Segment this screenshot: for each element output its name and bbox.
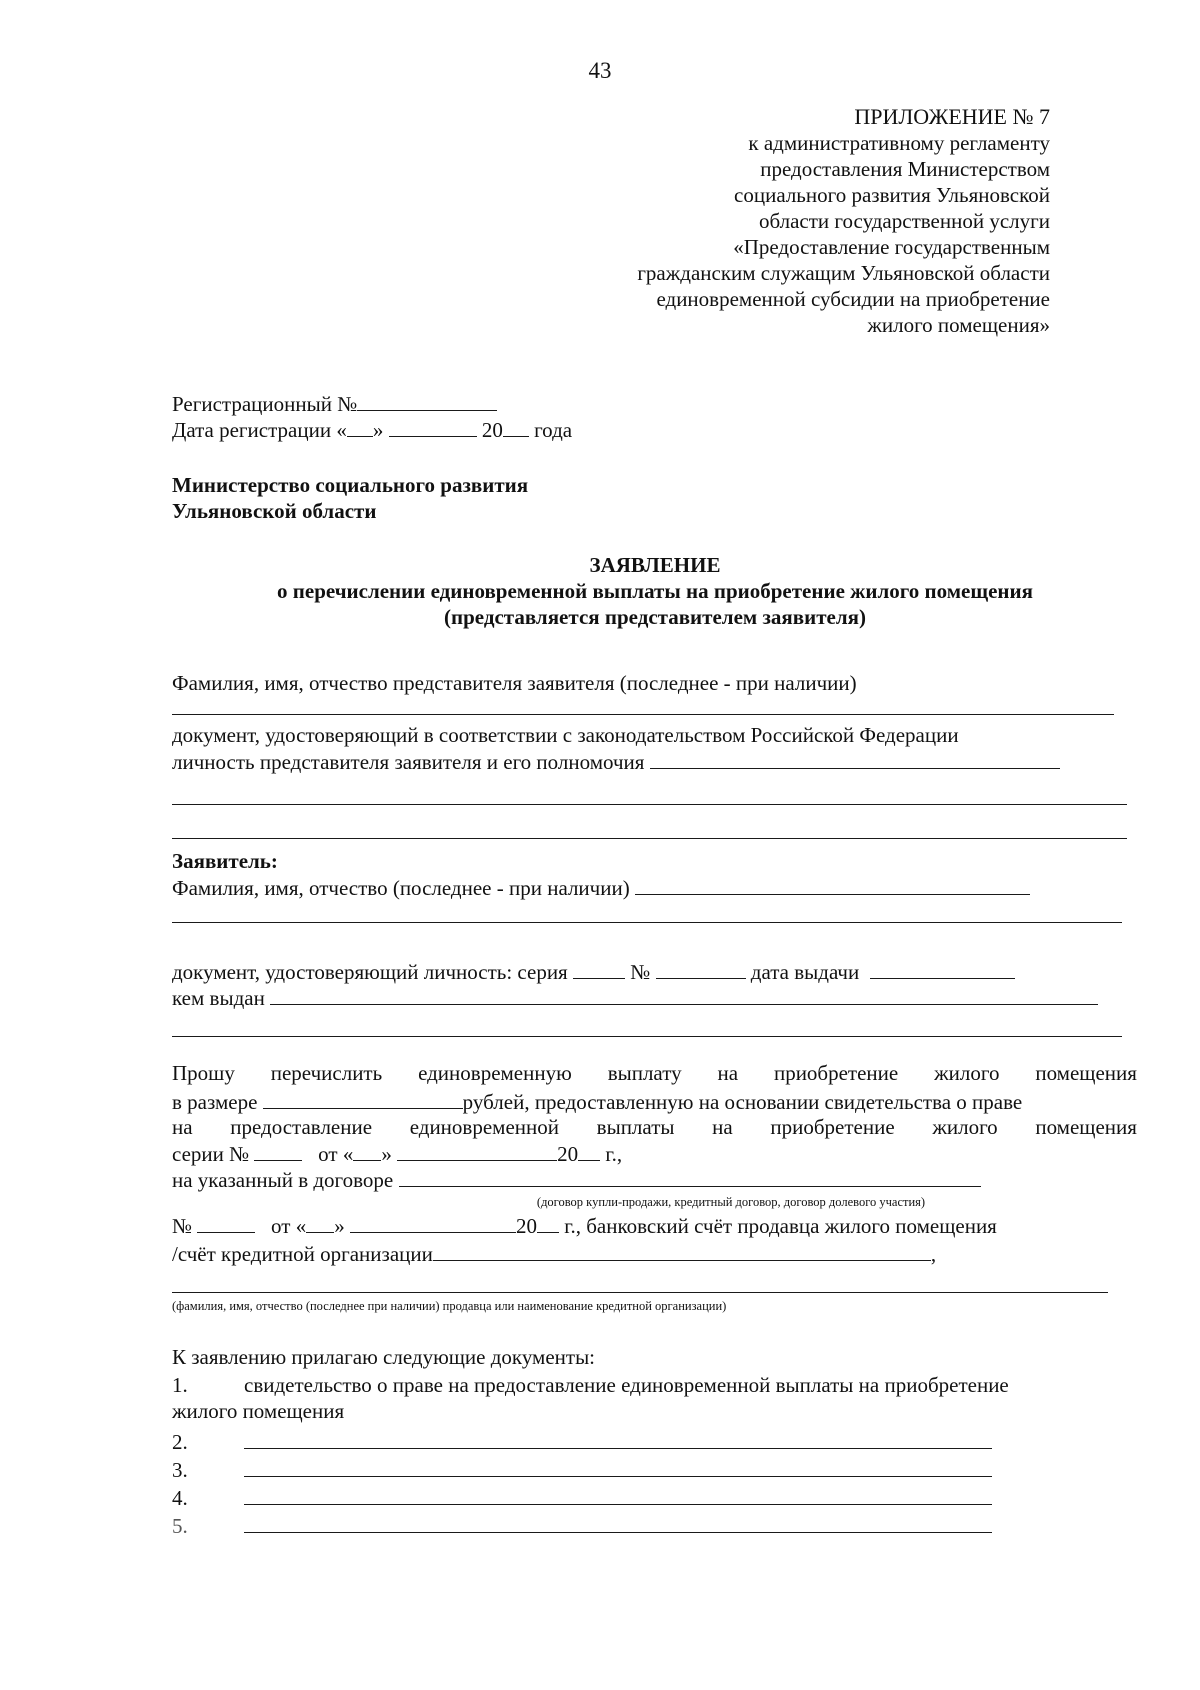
attachment-item-1-continuation: жилого помещения (172, 1399, 345, 1423)
request-line7 (172, 1240, 936, 1267)
attachment-number: 5. (172, 1514, 188, 1538)
registration-month-field[interactable] (389, 416, 477, 437)
request-amount-field[interactable] (263, 1088, 463, 1109)
applicant-fio-row (172, 874, 1030, 901)
request-seller-field[interactable] (172, 1292, 1108, 1293)
request-day-field[interactable] (353, 1140, 381, 1161)
appendix-line: «Предоставление государственным (733, 235, 1050, 259)
request-line2 (172, 1088, 1022, 1115)
request-quote-close: » (381, 1142, 392, 1166)
request-account-field[interactable] (433, 1240, 931, 1261)
representative-doc-line2: личность представителя заявителя и его полномочия (172, 750, 645, 774)
appendix-line: к административному регламенту (748, 131, 1050, 155)
request-line1 (172, 1060, 1137, 1086)
representative-doc-line1: документ, удостоверяющий в соответствии с законодательством Российской Федерации (172, 723, 959, 747)
request-line3 (172, 1114, 1137, 1140)
appendix-line: единовременной субсидии на приобретение (656, 287, 1050, 311)
request-series-field[interactable] (254, 1140, 302, 1161)
applicant-issued-by-field-continued[interactable] (172, 1036, 1122, 1037)
registration-year-field[interactable] (503, 416, 529, 437)
request-series-label: серии № (172, 1142, 250, 1166)
ministry-line1: Министерство социального развития (172, 473, 529, 497)
representative-doc-field-continued[interactable] (172, 838, 1127, 839)
applicant-issue-date-label: дата выдачи (750, 960, 860, 984)
request-line6 (172, 1212, 997, 1239)
request-year-prefix: 20 (557, 1142, 579, 1166)
applicant-doc-row (172, 958, 1015, 985)
request-contract-number-field[interactable] (197, 1212, 255, 1233)
appendix-line: предоставления Министерством (760, 157, 1050, 181)
request-month-field[interactable] (397, 1140, 557, 1161)
attachment-item-3 (172, 1456, 992, 1483)
attachment-item-2 (172, 1428, 992, 1455)
request-from-label: от « (318, 1142, 354, 1166)
attachment-field[interactable] (244, 1512, 992, 1533)
attachment-number: 4. (172, 1486, 188, 1510)
appendix-title: ПРИЛОЖЕНИЕ № 7 (854, 104, 1050, 129)
request-quote-close: » (334, 1214, 345, 1238)
attachment-field[interactable] (244, 1484, 992, 1505)
applicant-fio-field-continued[interactable] (172, 922, 1122, 923)
attachment-item-5 (172, 1512, 992, 1539)
ministry-line2: Ульяновской области (172, 499, 377, 523)
request-line7-end: , (930, 1242, 937, 1266)
attachment-number: 3. (172, 1458, 188, 1482)
registration-number-row (172, 390, 497, 417)
applicant-fio-field[interactable] (635, 874, 1030, 895)
request-contract-day-field[interactable] (306, 1212, 334, 1233)
representative-doc-line2-row (172, 748, 1060, 775)
request-number-sign: № (172, 1214, 193, 1238)
appendix-line: социального развития Ульяновской (734, 183, 1050, 207)
request-word: жилого (932, 1115, 998, 1139)
request-line4 (172, 1140, 622, 1167)
appendix-line: гражданским служащим Ульяновской области (637, 261, 1050, 285)
attachment-item-1 (172, 1372, 1009, 1398)
request-year-prefix: 20 (515, 1214, 537, 1238)
request-account-label: /счёт кредитной организации (172, 1242, 433, 1266)
applicant-number-sign: № (630, 960, 651, 984)
applicant-issued-by-field[interactable] (270, 984, 1098, 1005)
applicant-heading: Заявитель: (172, 849, 278, 873)
request-word: приобретение (770, 1115, 895, 1139)
representative-doc-field[interactable] (650, 748, 1060, 769)
request-contract-field[interactable] (399, 1166, 981, 1187)
request-word: Прошу (172, 1061, 235, 1085)
request-line2-suffix: рублей, предоставленную на основании свидетельства о праве (462, 1090, 1023, 1114)
applicant-doc-number-field[interactable] (656, 958, 746, 979)
request-word: предоставление (230, 1115, 373, 1139)
attachment-text: свидетельство о праве на предоставление единовременной выплаты на приобретение (244, 1373, 1009, 1397)
request-amount-label: в размере (172, 1090, 258, 1114)
attachment-field[interactable] (244, 1428, 992, 1449)
applicant-issued-by-row (172, 984, 1098, 1011)
request-line5 (172, 1166, 981, 1193)
registration-date-row (172, 416, 572, 443)
registration-date-label: Дата регистрации « (172, 418, 347, 442)
request-seller-hint: (фамилия, имя, отчество (последнее при наличии) продавца или наименование кредитной организации) (172, 1299, 727, 1313)
attachment-field[interactable] (244, 1456, 992, 1477)
appendix-line: области государственной услуги (758, 209, 1050, 233)
representative-fio-field[interactable] (172, 714, 1114, 715)
request-word: помещения (1035, 1115, 1137, 1139)
applicant-doc-label: документ, удостоверяющий личность: серия (172, 960, 568, 984)
document-title: ЗАЯВЛЕНИЕ (589, 553, 721, 577)
applicant-doc-series-field[interactable] (573, 958, 625, 979)
document-subtitle: о перечислении единовременной выплаты на приобретение жилого помещения (277, 579, 1033, 603)
request-word: приобретение (773, 1061, 899, 1085)
registration-quote-close: » (372, 418, 384, 442)
attachment-item-4 (172, 1484, 992, 1511)
request-word: единовременную (418, 1061, 572, 1085)
attachment-number: 2. (172, 1430, 188, 1454)
representative-doc-field-continued[interactable] (172, 804, 1127, 805)
request-word: единовременной (409, 1115, 559, 1139)
applicant-issue-date-field[interactable] (870, 958, 1015, 979)
request-word: на (172, 1115, 193, 1139)
request-word: на (717, 1061, 739, 1085)
registration-year-prefix: 20 (481, 418, 503, 442)
registration-number-field[interactable] (357, 390, 497, 411)
appendix-line: жилого помещения» (867, 313, 1050, 337)
request-line6-end: г., банковский счёт продавца жилого помещения (564, 1214, 997, 1238)
registration-year-suffix: года (534, 418, 573, 442)
applicant-issued-by-label: кем выдан (172, 986, 265, 1010)
page-number: 43 (588, 58, 612, 83)
request-word: выплаты (596, 1115, 675, 1139)
request-year-field[interactable] (578, 1140, 600, 1161)
representative-fio-label: Фамилия, имя, отчество представителя заявителя (последнее - при наличии) (172, 671, 857, 695)
request-word: перечислить (270, 1061, 383, 1085)
request-contract-label: на указанный в договоре (172, 1168, 394, 1192)
attachments-intro: К заявлению прилагаю следующие документы: (172, 1345, 596, 1369)
request-word: выплату (607, 1061, 682, 1085)
request-contract-hint: (договор купли-продажи, кредитный договор, договор долевого участия) (536, 1195, 926, 1209)
request-contract-month-field[interactable] (350, 1212, 516, 1233)
request-word: помещения (1035, 1061, 1137, 1085)
request-line4-end: г., (605, 1142, 623, 1166)
document-note: (представляется представителем заявителя) (444, 605, 866, 629)
registration-day-field[interactable] (347, 416, 373, 437)
request-from-label: от « (271, 1214, 307, 1238)
request-word: жилого (934, 1061, 1000, 1085)
request-word: на (712, 1115, 733, 1139)
applicant-fio-label: Фамилия, имя, отчество (последнее - при наличии) (172, 876, 630, 900)
attachment-number: 1. (172, 1373, 188, 1397)
registration-number-label: Регистрационный № (172, 392, 358, 416)
request-contract-year-field[interactable] (537, 1212, 559, 1233)
